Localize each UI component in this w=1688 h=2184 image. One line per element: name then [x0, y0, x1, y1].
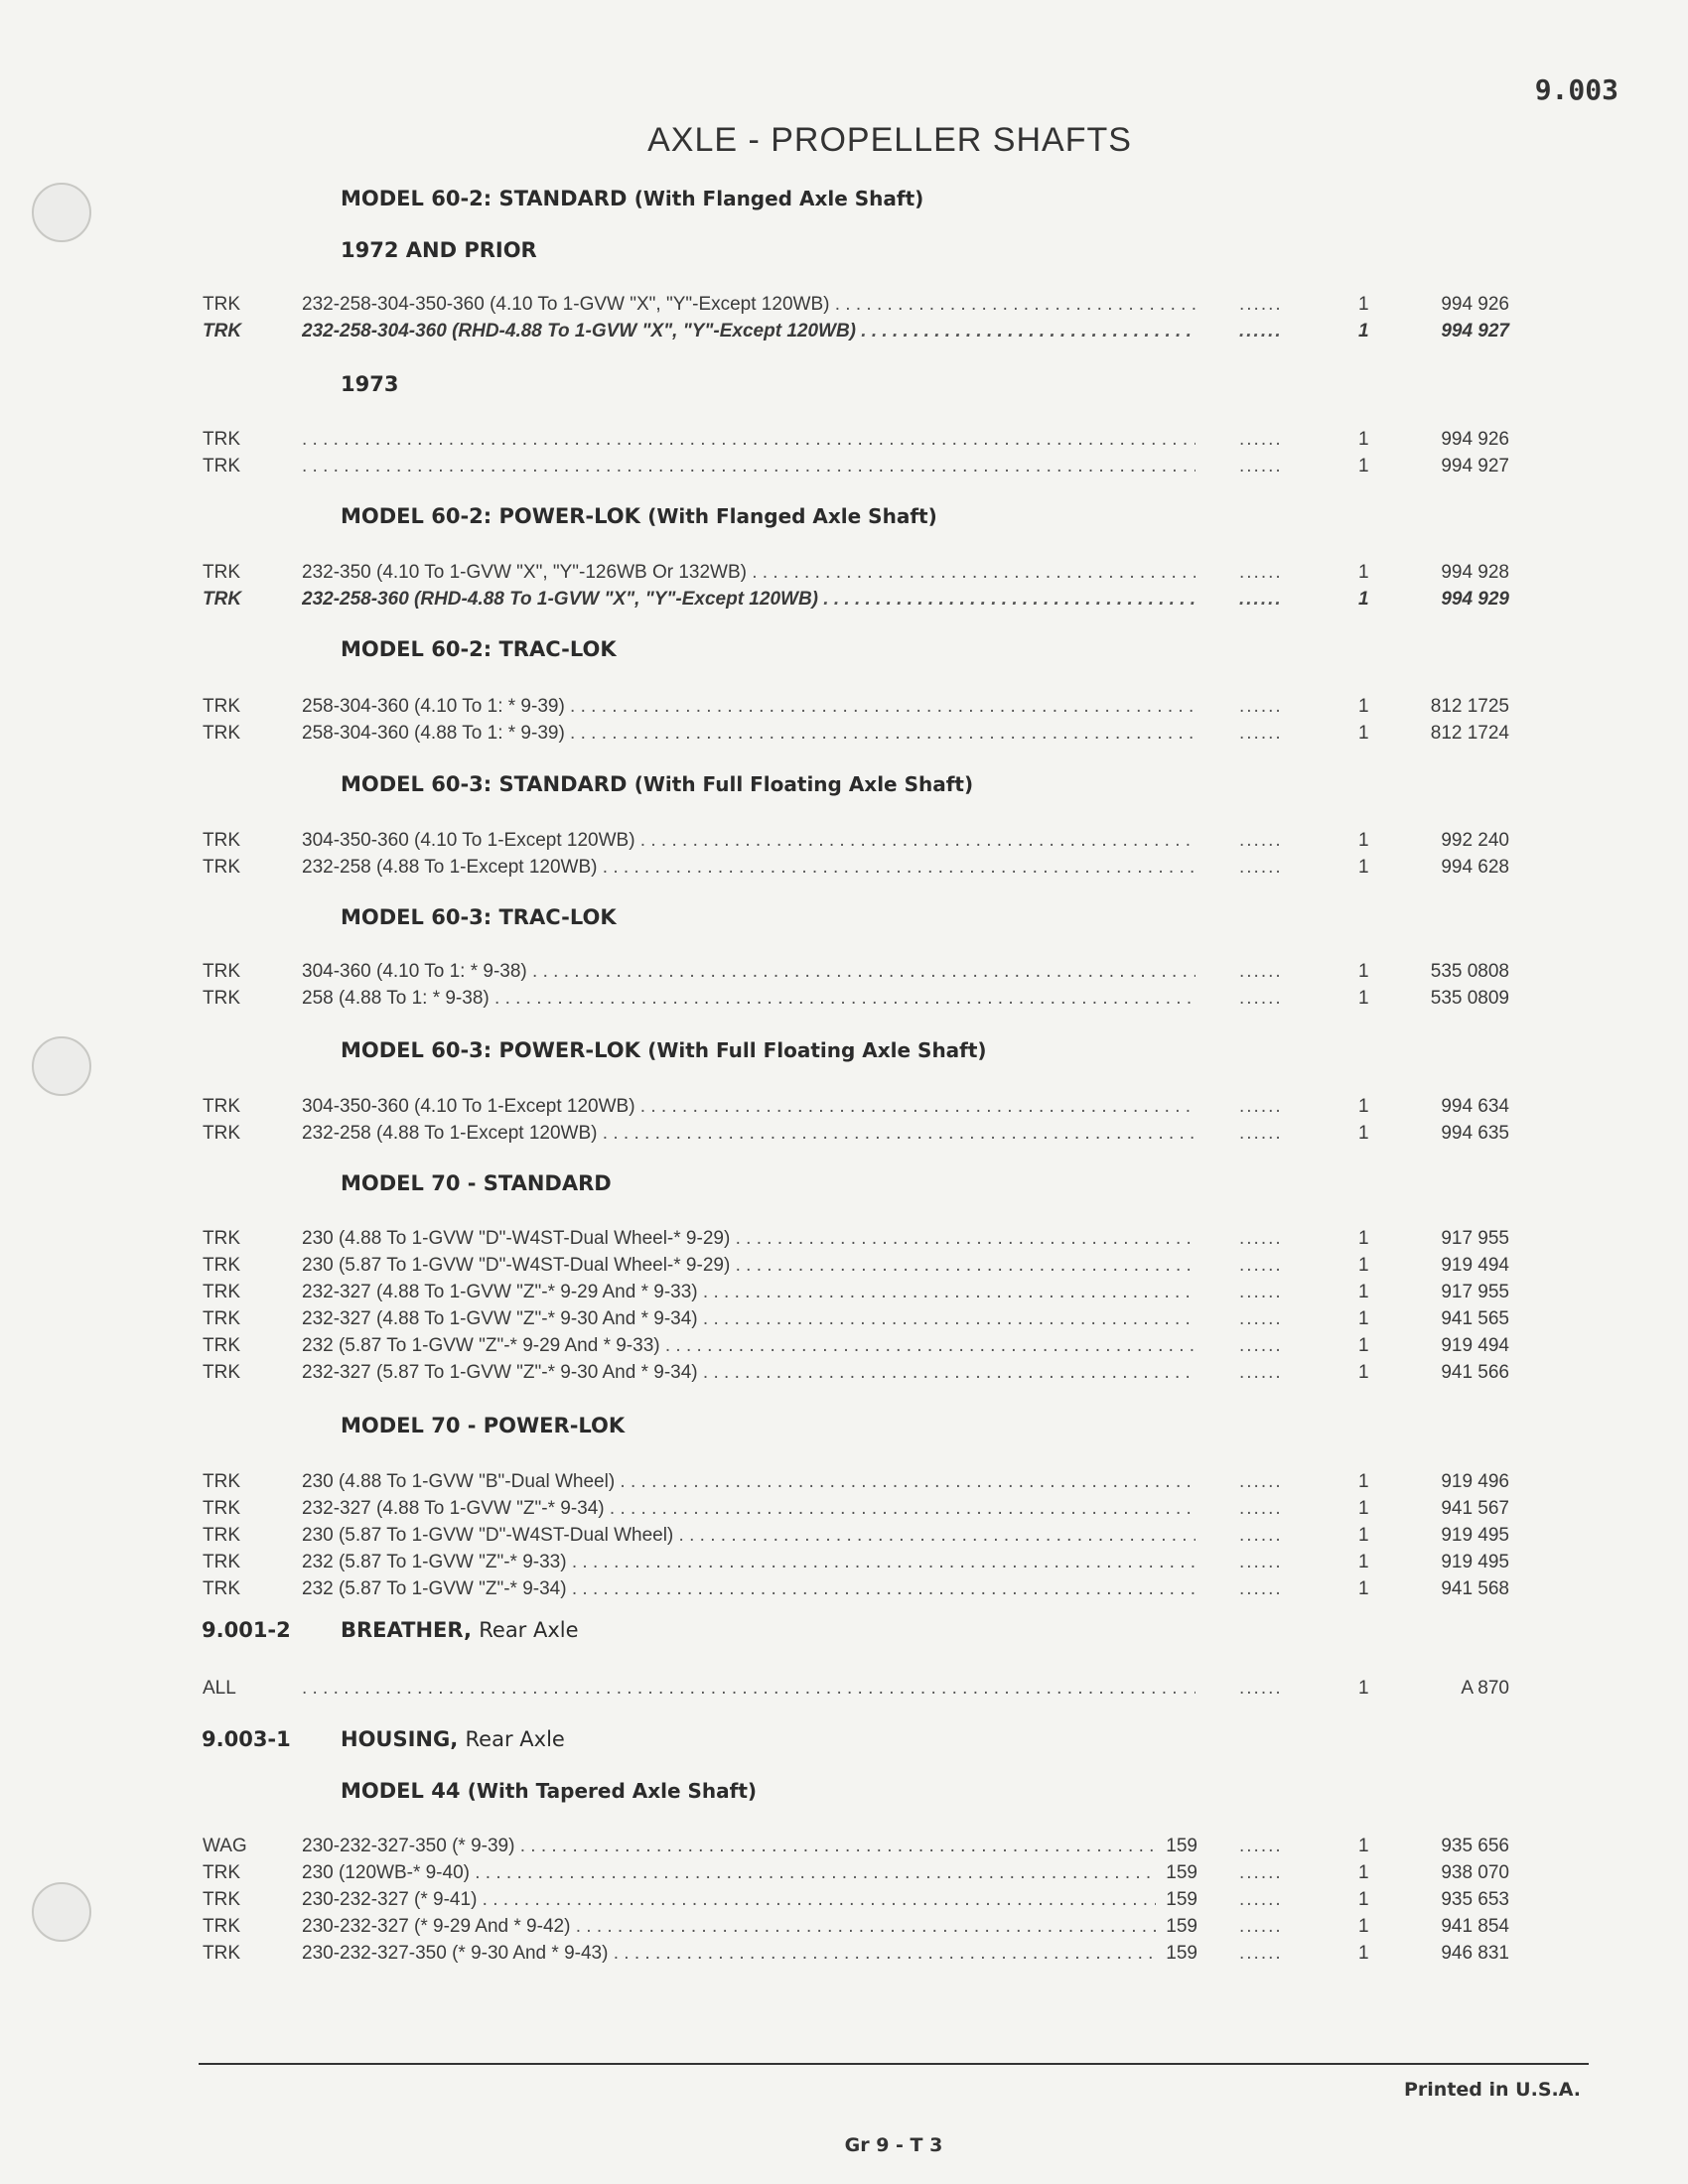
part-description: 258 (4.88 To 1: * 9-38) . . .	[302, 988, 1196, 1010]
heading-text: 1972 AND PRIOR	[341, 238, 537, 262]
quantity: 1	[1358, 1552, 1369, 1572]
vehicle-type: TRK	[203, 294, 240, 315]
vehicle-type: TRK	[203, 696, 240, 717]
quantity: 1	[1358, 857, 1369, 878]
heading-subtext: (With Full Floating Axle Shaft)	[633, 772, 974, 796]
section-heading	[341, 1618, 579, 1642]
part-row	[0, 723, 1688, 751]
leader-dots: ......	[1239, 1335, 1283, 1356]
part-description: 230 (120WB-* 9-40) . . .	[302, 1862, 1156, 1884]
illustration-ref: 159	[1166, 1916, 1197, 1937]
part-number: 935 656	[1441, 1836, 1509, 1856]
section-heading	[341, 1727, 565, 1751]
part-row	[0, 1916, 1688, 1944]
part-description: 258-304-360 (4.10 To 1: * 9-39) . . .	[302, 696, 1196, 718]
vehicle-type: TRK	[203, 830, 240, 851]
punch-hole-icon	[32, 1036, 91, 1096]
quantity: 1	[1358, 1228, 1369, 1249]
quantity: 1	[1358, 321, 1369, 341]
leader-dots: ......	[1239, 1889, 1283, 1910]
leader-dots: ......	[1239, 1552, 1283, 1572]
heading-subtext: (With Flanged Axle Shaft)	[633, 187, 924, 210]
part-row	[0, 1335, 1688, 1363]
heading-text: MODEL 70 - POWER-LOK	[341, 1414, 626, 1437]
page-title: AXLE - PROPELLER SHAFTS	[647, 121, 1132, 159]
part-description: 258-304-360 (4.88 To 1: * 9-39) . . .	[302, 723, 1196, 745]
part-description: 230 (5.87 To 1-GVW "D"-W4ST-Dual Wheel-* 9-29) . . .	[302, 1255, 1196, 1277]
vehicle-type: TRK	[203, 1362, 240, 1383]
group-reference: Gr 9 - T 3	[844, 2134, 943, 2156]
part-description: 304-350-360 (4.10 To 1-Except 120WB) . . .	[302, 830, 1196, 852]
part-number: 994 926	[1441, 429, 1509, 450]
part-number: 941 567	[1441, 1498, 1509, 1519]
part-row	[0, 321, 1688, 348]
heading-subtext: Rear Axle	[479, 1618, 579, 1642]
quantity: 1	[1358, 961, 1369, 982]
part-number: 941 566	[1441, 1362, 1509, 1383]
quantity: 1	[1358, 589, 1369, 610]
leader-dots: ......	[1239, 1308, 1283, 1329]
quantity: 1	[1358, 1123, 1369, 1144]
leader-dots: ......	[1239, 857, 1283, 878]
part-number: 917 955	[1441, 1282, 1509, 1302]
leader-dots: ......	[1239, 830, 1283, 851]
vehicle-type: TRK	[203, 723, 240, 744]
illustration-ref: 159	[1166, 1836, 1197, 1856]
leader-dots: ......	[1239, 1916, 1283, 1937]
leader-dots: ......	[1239, 961, 1283, 982]
heading-subtext: (With Full Floating Axle Shaft)	[647, 1038, 987, 1062]
part-number: 994 928	[1441, 562, 1509, 583]
part-row	[0, 830, 1688, 858]
leader-dots: ......	[1239, 1862, 1283, 1883]
part-description: 230 (4.88 To 1-GVW "B"-Dual Wheel) . . .	[302, 1471, 1196, 1493]
leader-dots: ......	[1239, 294, 1283, 315]
part-number: 994 929	[1441, 589, 1509, 610]
section-heading	[341, 905, 617, 929]
vehicle-type: TRK	[203, 1228, 240, 1249]
vehicle-type: TRK	[203, 429, 240, 450]
section-heading	[341, 238, 537, 262]
heading-text: MODEL 60-3: TRAC-LOK	[341, 905, 617, 929]
part-number: 935 653	[1441, 1889, 1509, 1910]
part-row	[0, 294, 1688, 322]
part-description: 232-327 (4.88 To 1-GVW "Z"-* 9-34) . . .	[302, 1498, 1196, 1520]
heading-subtext: (With Flanged Axle Shaft)	[647, 504, 937, 528]
quantity: 1	[1358, 1308, 1369, 1329]
part-row	[0, 696, 1688, 724]
part-description: 230 (4.88 To 1-GVW "D"-W4ST-Dual Wheel-* 9-29) . . .	[302, 1228, 1196, 1250]
leader-dots: ......	[1239, 321, 1283, 341]
leader-dots: ......	[1239, 1678, 1283, 1699]
quantity: 1	[1358, 830, 1369, 851]
vehicle-type: TRK	[203, 1096, 240, 1117]
leader-dots: ......	[1239, 988, 1283, 1009]
part-description	[302, 456, 1196, 478]
part-row	[0, 988, 1688, 1016]
quantity: 1	[1358, 988, 1369, 1009]
part-description	[302, 1678, 1196, 1700]
part-row	[0, 1471, 1688, 1499]
leader-dots: ......	[1239, 1525, 1283, 1546]
section-heading	[341, 1038, 987, 1062]
page-number: 9.003	[1534, 73, 1618, 106]
part-description: 232 (5.87 To 1-GVW "Z"-* 9-33) . . .	[302, 1552, 1196, 1573]
quantity: 1	[1358, 1862, 1369, 1883]
leader-dots: ......	[1239, 1578, 1283, 1599]
illustration-ref: 159	[1166, 1862, 1197, 1883]
part-description: 232-350 (4.10 To 1-GVW "X", "Y"-126WB Or 132WB) . . .	[302, 562, 1196, 584]
quantity: 1	[1358, 1255, 1369, 1276]
vehicle-type: TRK	[203, 1862, 240, 1883]
part-description: 232 (5.87 To 1-GVW "Z"-* 9-29 And * 9-33) . . .	[302, 1335, 1196, 1357]
vehicle-type: TRK	[203, 589, 242, 610]
part-row	[0, 589, 1688, 616]
vehicle-type: TRK	[203, 1335, 240, 1356]
vehicle-type: TRK	[203, 1943, 240, 1964]
part-number: 535 0808	[1430, 961, 1509, 982]
part-description: 232-327 (4.88 To 1-GVW "Z"-* 9-30 And * 9-34) . . .	[302, 1308, 1196, 1330]
quantity: 1	[1358, 1836, 1369, 1856]
part-description: 232-258-304-350-360 (4.10 To 1-GVW "X", "Y"-Except 120WB) . . .	[302, 294, 1196, 316]
part-number: 994 927	[1441, 321, 1509, 341]
vehicle-type: TRK	[203, 1498, 240, 1519]
vehicle-type: TRK	[203, 1578, 240, 1599]
part-number: 941 565	[1441, 1308, 1509, 1329]
leader-dots: ......	[1239, 429, 1283, 450]
leader-dots: ......	[1239, 723, 1283, 744]
punch-hole-icon	[32, 183, 91, 242]
vehicle-type: TRK	[203, 1123, 240, 1144]
heading-text: BREATHER,	[341, 1618, 472, 1642]
part-row	[0, 1362, 1688, 1390]
part-description: 232 (5.87 To 1-GVW "Z"-* 9-34) . . .	[302, 1578, 1196, 1600]
part-number: 919 494	[1441, 1335, 1509, 1356]
part-number: 941 568	[1441, 1578, 1509, 1599]
vehicle-type: TRK	[203, 456, 240, 477]
part-number: 994 926	[1441, 294, 1509, 315]
part-number: 994 628	[1441, 857, 1509, 878]
part-description: 230 (5.87 To 1-GVW "D"-W4ST-Dual Wheel) . . .	[302, 1525, 1196, 1547]
quantity: 1	[1358, 429, 1369, 450]
part-number: 941 854	[1441, 1916, 1509, 1937]
part-row	[0, 1255, 1688, 1283]
part-description: 232-258-360 (RHD-4.88 To 1-GVW "X", "Y"-Except 120WB) . . .	[302, 589, 1196, 611]
quantity: 1	[1358, 1498, 1369, 1519]
quantity: 1	[1358, 1471, 1369, 1492]
quantity: 1	[1358, 456, 1369, 477]
part-number: 917 955	[1441, 1228, 1509, 1249]
part-description: 232-258 (4.88 To 1-Except 120WB) . . .	[302, 857, 1196, 879]
part-row	[0, 1552, 1688, 1579]
vehicle-type: TRK	[203, 321, 242, 341]
part-row	[0, 1578, 1688, 1606]
vehicle-type: TRK	[203, 1255, 240, 1276]
vehicle-type: TRK	[203, 1308, 240, 1329]
heading-text: MODEL 60-3: POWER-LOK	[341, 1038, 640, 1062]
part-row	[0, 562, 1688, 590]
quantity: 1	[1358, 1096, 1369, 1117]
heading-text: MODEL 60-2: TRAC-LOK	[341, 637, 617, 661]
part-description: 232-327 (4.88 To 1-GVW "Z"-* 9-29 And * 9-33) . . .	[302, 1282, 1196, 1303]
part-row	[0, 1123, 1688, 1151]
quantity: 1	[1358, 1678, 1369, 1699]
illustration-ref: 159	[1166, 1889, 1197, 1910]
quantity: 1	[1358, 1335, 1369, 1356]
part-row	[0, 1889, 1688, 1917]
part-description: 232-258 (4.88 To 1-Except 120WB) . . .	[302, 1123, 1196, 1145]
part-number: 994 635	[1441, 1123, 1509, 1144]
heading-text: MODEL 60-3: STANDARD	[341, 772, 628, 796]
heading-text: 1973	[341, 372, 399, 396]
section-heading	[341, 1779, 757, 1803]
section-number: 9.001-2	[202, 1618, 291, 1642]
section-heading	[341, 372, 398, 396]
quantity: 1	[1358, 1916, 1369, 1937]
leader-dots: ......	[1239, 1471, 1283, 1492]
section-heading	[341, 637, 617, 661]
part-row	[0, 1308, 1688, 1336]
part-row	[0, 1525, 1688, 1553]
quantity: 1	[1358, 1282, 1369, 1302]
quantity: 1	[1358, 696, 1369, 717]
leader-dots: ......	[1239, 1123, 1283, 1144]
heading-text: HOUSING,	[341, 1727, 459, 1751]
vehicle-type: TRK	[203, 562, 240, 583]
part-description: 230-232-327-350 (* 9-39) . . .	[302, 1836, 1156, 1857]
quantity: 1	[1358, 1578, 1369, 1599]
part-row	[0, 1096, 1688, 1124]
part-description	[302, 429, 1196, 451]
part-row	[0, 1862, 1688, 1890]
part-description: 304-350-360 (4.10 To 1-Except 120WB) . . .	[302, 1096, 1196, 1118]
part-row	[0, 1282, 1688, 1309]
vehicle-type: WAG	[203, 1836, 247, 1856]
leader-dots: ......	[1239, 1498, 1283, 1519]
part-number: 994 927	[1441, 456, 1509, 477]
vehicle-type: TRK	[203, 1916, 240, 1937]
footer-divider	[199, 2063, 1589, 2065]
part-number: 992 240	[1441, 830, 1509, 851]
part-row	[0, 1943, 1688, 1971]
leader-dots: ......	[1239, 1282, 1283, 1302]
vehicle-type: ALL	[203, 1678, 236, 1699]
part-description: 232-327 (5.87 To 1-GVW "Z"-* 9-30 And * 9-34) . . .	[302, 1362, 1196, 1384]
leader-dots: ......	[1239, 1836, 1283, 1856]
vehicle-type: TRK	[203, 988, 240, 1009]
vehicle-type: TRK	[203, 961, 240, 982]
quantity: 1	[1358, 1943, 1369, 1964]
quantity: 1	[1358, 1362, 1369, 1383]
part-row	[0, 1228, 1688, 1256]
heading-text: MODEL 70 - STANDARD	[341, 1171, 612, 1195]
part-number: 812 1724	[1430, 723, 1509, 744]
part-number: 919 495	[1441, 1525, 1509, 1546]
heading-text: MODEL 44	[341, 1779, 461, 1803]
illustration-ref: 159	[1166, 1943, 1197, 1964]
printed-note: Printed in U.S.A.	[1404, 2079, 1581, 2101]
vehicle-type: TRK	[203, 1552, 240, 1572]
vehicle-type: TRK	[203, 1471, 240, 1492]
section-heading	[341, 1414, 625, 1437]
part-description: 230-232-327 (* 9-29 And * 9-42) . . .	[302, 1916, 1156, 1938]
vehicle-type: TRK	[203, 857, 240, 878]
vehicle-type: TRK	[203, 1889, 240, 1910]
leader-dots: ......	[1239, 562, 1283, 583]
part-row	[0, 1836, 1688, 1863]
part-number: 938 070	[1441, 1862, 1509, 1883]
quantity: 1	[1358, 1525, 1369, 1546]
part-row	[0, 456, 1688, 483]
part-number: 946 831	[1441, 1943, 1509, 1964]
section-heading	[341, 187, 923, 210]
part-description: 230-232-327-350 (* 9-30 And * 9-43) . . .	[302, 1943, 1156, 1965]
part-description: 304-360 (4.10 To 1: * 9-38) . . .	[302, 961, 1196, 983]
quantity: 1	[1358, 723, 1369, 744]
leader-dots: ......	[1239, 696, 1283, 717]
section-number: 9.003-1	[202, 1727, 291, 1751]
part-description: 230-232-327 (* 9-41) . . .	[302, 1889, 1156, 1911]
part-row	[0, 961, 1688, 989]
leader-dots: ......	[1239, 1228, 1283, 1249]
part-number: 994 634	[1441, 1096, 1509, 1117]
part-number: 919 494	[1441, 1255, 1509, 1276]
heading-text: MODEL 60-2: POWER-LOK	[341, 504, 640, 528]
leader-dots: ......	[1239, 1096, 1283, 1117]
part-number: 919 495	[1441, 1552, 1509, 1572]
quantity: 1	[1358, 1889, 1369, 1910]
part-number: 535 0809	[1430, 988, 1509, 1009]
quantity: 1	[1358, 294, 1369, 315]
leader-dots: ......	[1239, 1255, 1283, 1276]
section-heading	[341, 772, 973, 796]
part-row	[0, 857, 1688, 885]
vehicle-type: TRK	[203, 1525, 240, 1546]
part-number: 919 496	[1441, 1471, 1509, 1492]
leader-dots: ......	[1239, 1362, 1283, 1383]
heading-text: MODEL 60-2: STANDARD	[341, 187, 628, 210]
part-row	[0, 1678, 1688, 1706]
heading-subtext: Rear Axle	[465, 1727, 565, 1751]
vehicle-type: TRK	[203, 1282, 240, 1302]
leader-dots: ......	[1239, 1943, 1283, 1964]
part-number: A 870	[1461, 1678, 1509, 1699]
part-row	[0, 429, 1688, 457]
part-number: 812 1725	[1430, 696, 1509, 717]
part-description: 232-258-304-360 (RHD-4.88 To 1-GVW "X", "Y"-Except 120WB) . . .	[302, 321, 1196, 342]
section-heading	[341, 504, 937, 528]
quantity: 1	[1358, 562, 1369, 583]
leader-dots: ......	[1239, 456, 1283, 477]
part-row	[0, 1498, 1688, 1526]
heading-subtext: (With Tapered Axle Shaft)	[467, 1779, 758, 1803]
section-heading	[341, 1171, 612, 1195]
leader-dots: ......	[1239, 589, 1283, 610]
